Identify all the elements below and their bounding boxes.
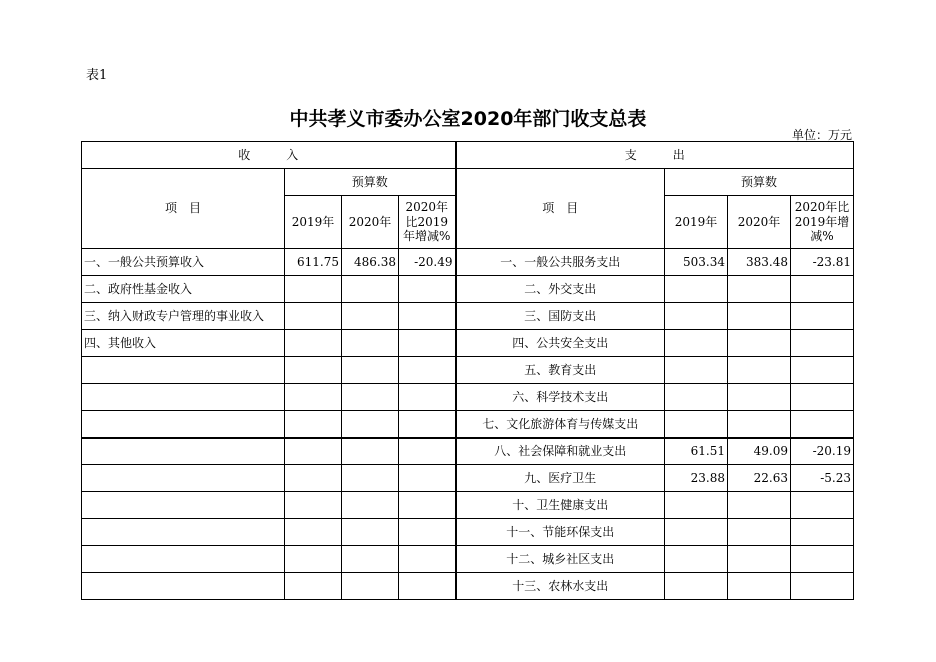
expense-2020-value: 22.63: [728, 465, 791, 492]
income-2019-value: [285, 492, 342, 519]
expense-change-value: [791, 519, 854, 546]
expense-item: 一、一般公共服务支出: [456, 249, 665, 276]
income-2020-value: [342, 465, 399, 492]
income-item: [82, 519, 285, 546]
income-2020-value: 486.38: [342, 249, 399, 276]
table-row: [82, 519, 854, 546]
income-change-header: 2020年比2019年增减%: [399, 196, 456, 249]
income-2020-value: [342, 357, 399, 384]
expense-item: 三、国防支出: [456, 303, 665, 330]
expense-2019-value: [665, 546, 728, 573]
income-2020-value: [342, 438, 399, 465]
income-item: [82, 492, 285, 519]
expense-2020-value: [728, 492, 791, 519]
expense-change-value: [791, 492, 854, 519]
income-item: 三、纳入财政专户管理的事业收入: [82, 303, 285, 330]
table-row: [82, 492, 854, 519]
expense-2020-value: [728, 573, 791, 600]
expense-item: 六、科学技术支出: [456, 384, 665, 411]
expense-2020-value: [728, 303, 791, 330]
expense-item: 十二、城乡社区支出: [456, 546, 665, 573]
table-row: [82, 411, 854, 438]
income-2020-value: [342, 519, 399, 546]
income-change-value: [399, 330, 456, 357]
income-2019-value: [285, 276, 342, 303]
expense-2019-value: [665, 303, 728, 330]
expense-change-value: [791, 411, 854, 438]
expense-change-value: [791, 573, 854, 600]
table-row: [82, 465, 854, 492]
expense-2019-value: 503.34: [665, 249, 728, 276]
expense-2019-value: [665, 411, 728, 438]
income-item: [82, 411, 285, 438]
income-2019-value: [285, 519, 342, 546]
income-item-header: 项 目: [82, 169, 285, 249]
income-2019-header: 2019年: [285, 196, 342, 249]
header-row-1: [82, 142, 854, 169]
expense-2019-value: 61.51: [665, 438, 728, 465]
income-2020-value: [342, 276, 399, 303]
unit-label: 单位：万元: [791, 128, 852, 142]
expense-2019-value: [665, 276, 728, 303]
expense-2019-value: [665, 384, 728, 411]
income-2019-value: [285, 546, 342, 573]
header-row-2: [82, 169, 854, 196]
income-2019-value: [285, 465, 342, 492]
expense-2019-value: [665, 519, 728, 546]
income-item: [82, 573, 285, 600]
expense-change-value: -23.81: [791, 249, 854, 276]
table-row: [82, 384, 854, 411]
expense-2020-value: [728, 546, 791, 573]
expense-2020-value: [728, 411, 791, 438]
expense-2019-value: [665, 573, 728, 600]
income-change-value: [399, 519, 456, 546]
expense-change-header: 2020年比2019年增减%: [791, 196, 854, 249]
expense-item: 十、卫生健康支出: [456, 492, 665, 519]
income-change-value: [399, 276, 456, 303]
income-change-value: [399, 546, 456, 573]
income-2019-value: [285, 303, 342, 330]
expense-change-value: [791, 276, 854, 303]
income-2020-value: [342, 384, 399, 411]
income-2020-value: [342, 411, 399, 438]
expense-2019-value: [665, 357, 728, 384]
table-row: [82, 438, 854, 465]
income-change-value: [399, 573, 456, 600]
income-change-value: [399, 384, 456, 411]
table-row: [82, 330, 854, 357]
income-2020-value: [342, 573, 399, 600]
income-header: 收 入: [82, 142, 456, 169]
income-2020-value: [342, 546, 399, 573]
table-row: [82, 357, 854, 384]
table-row: [82, 276, 854, 303]
income-item: [82, 465, 285, 492]
expense-2020-header: 2020年: [728, 196, 791, 249]
table-row: [82, 573, 854, 600]
income-change-value: [399, 492, 456, 519]
income-item: [82, 357, 285, 384]
expense-budget-header: 预算数: [665, 169, 854, 196]
income-item: [82, 438, 285, 465]
expense-2019-value: [665, 492, 728, 519]
expense-item: 七、文化旅游体育与传媒支出: [456, 411, 665, 438]
expense-header: 支 出: [456, 142, 854, 169]
table-row: [82, 546, 854, 573]
expense-change-value: -5.23: [791, 465, 854, 492]
income-2019-value: [285, 411, 342, 438]
income-2019-value: [285, 357, 342, 384]
expense-2020-value: [728, 357, 791, 384]
table-row: [82, 249, 854, 276]
expense-2019-value: [665, 330, 728, 357]
income-2019-value: 611.75: [285, 249, 342, 276]
table-row: [82, 303, 854, 330]
income-2020-header: 2020年: [342, 196, 399, 249]
expense-item: 二、外交支出: [456, 276, 665, 303]
expense-change-value: [791, 303, 854, 330]
income-item: [82, 384, 285, 411]
expense-2019-value: 23.88: [665, 465, 728, 492]
income-2019-value: [285, 438, 342, 465]
expense-item: 十一、节能环保支出: [456, 519, 665, 546]
expense-change-value: [791, 330, 854, 357]
income-item: 二、政府性基金收入: [82, 276, 285, 303]
expense-change-value: [791, 384, 854, 411]
expense-change-value: -20.19: [791, 438, 854, 465]
expense-change-value: [791, 357, 854, 384]
income-2020-value: [342, 303, 399, 330]
expense-2020-value: 383.48: [728, 249, 791, 276]
income-change-value: [399, 411, 456, 438]
expense-item: 四、公共安全支出: [456, 330, 665, 357]
income-change-value: [399, 438, 456, 465]
page-title: 中共孝义市委办公室2020年部门收支总表: [289, 108, 647, 130]
income-change-value: [399, 465, 456, 492]
expense-change-value: [791, 546, 854, 573]
expense-2020-value: [728, 384, 791, 411]
expense-item: 九、医疗卫生: [456, 465, 665, 492]
expense-item-header: 项 目: [456, 169, 665, 249]
income-change-value: [399, 357, 456, 384]
income-2020-value: [342, 330, 399, 357]
budget-table: [81, 141, 854, 600]
expense-2019-header: 2019年: [665, 196, 728, 249]
expense-item: 八、社会保障和就业支出: [456, 438, 665, 465]
income-item: 一、一般公共预算收入: [82, 249, 285, 276]
income-budget-header: 预算数: [285, 169, 456, 196]
table-label: 表1: [86, 68, 108, 83]
income-item: [82, 546, 285, 573]
income-2019-value: [285, 384, 342, 411]
income-item: 四、其他收入: [82, 330, 285, 357]
income-change-value: [399, 303, 456, 330]
income-2020-value: [342, 492, 399, 519]
expense-2020-value: [728, 519, 791, 546]
expense-2020-value: 49.09: [728, 438, 791, 465]
expense-item: 五、教育支出: [456, 357, 665, 384]
expense-2020-value: [728, 330, 791, 357]
income-2019-value: [285, 573, 342, 600]
income-change-value: -20.49: [399, 249, 456, 276]
income-2019-value: [285, 330, 342, 357]
expense-2020-value: [728, 276, 791, 303]
expense-item: 十三、农林水支出: [456, 573, 665, 600]
